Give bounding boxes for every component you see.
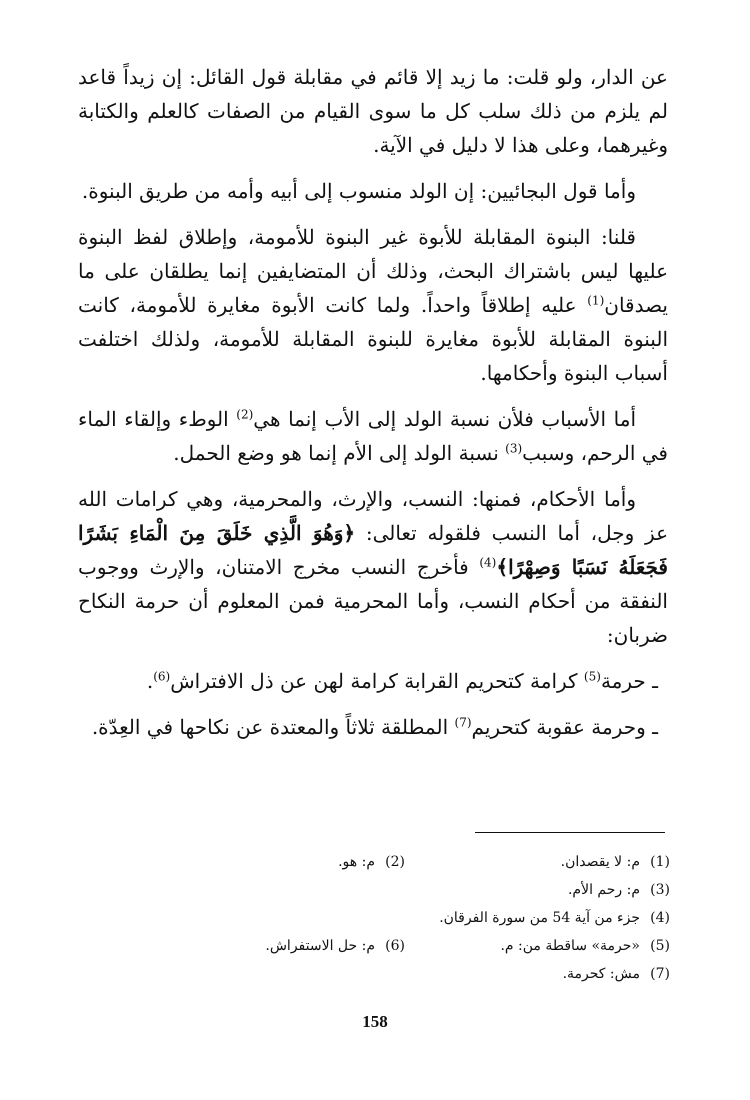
- page-body: [78, 60, 668, 756]
- paragraph-5: وأما الأحكام، فمنها: النسب، والإرث، والمحرمية، وهي كرامات الله عز وجل، أما النسب فلقوله تعالى: ﴿وَهُوَ الَّذِي خَلَقَ مِنَ الْمَاءِ بَشَرًا فَجَعَلَهُ نَسَبًا وَصِهْرًا﴾$^{(4)}$ فأخرج النسب مخرج الامتنان، والإرث ووجوب النفقة من أحكام النسب، وأما المحرمية فمن المعلوم أن حرمة النكاح ضربان:: [78, 487, 668, 647]
- bullet-1: ـ حرمة$^{(5)}$ كرامة كتحريم القرابة كرامة لهن عن ذل الافتراش$^{(6)}$.: [146, 669, 658, 693]
- bullet-2: ـ وحرمة عقوبة كتحريم$^{(7)}$ المطلقة ثلاثاً والمعتدة عن نكاحها في العِدّة.: [91, 715, 658, 739]
- footnote-ref-2[interactable]: (2): [236, 407, 254, 422]
- quran-verse: ﴿وَهُوَ الَّذِي خَلَقَ مِنَ الْمَاءِ بَشَرًا فَجَعَلَهُ نَسَبًا وَصِهْرًا﴾: [78, 521, 668, 579]
- footnote-row: [140, 904, 670, 932]
- footnote-ref-5[interactable]: (5): [583, 669, 601, 684]
- footnote-ref-3[interactable]: (3): [505, 441, 523, 456]
- footnote-5: (5)«حرمة» ساقطة من: م.: [500, 938, 670, 954]
- paragraph-2: وأما قول البجائيين: إن الولد منسوب إلى أبيه وأمه من طريق البنوة.: [81, 179, 636, 203]
- footnote-2: (2)م: هو.: [338, 854, 405, 870]
- footnote-row: [140, 848, 670, 876]
- page-number: 158: [362, 1012, 388, 1031]
- footnote-row: [140, 932, 670, 960]
- footnote-1: (1)م: لا يقصدان.: [560, 854, 670, 870]
- footnote-6: (6)م: حل الاستفراش.: [265, 938, 405, 954]
- footnote-ref-4[interactable]: (4): [479, 555, 497, 570]
- paragraph-1: عن الدار، ولو قلت: ما زيد إلا قائم في مقابلة قول القائل: إن زيداً قاعد لم يلزم من ذلك سلب كل ما سوى القيام من الصفات كالعلم والكتابة وغيرهما، وعلى هذا لا دليل في الآية.: [78, 65, 668, 157]
- footnote-row: [140, 960, 670, 988]
- footnote-4: (4)جزء من آية 54 من سورة الفرقان.: [439, 910, 670, 926]
- footnote-ref-7[interactable]: (7): [454, 715, 472, 730]
- footnote-ref-1[interactable]: (1): [587, 293, 605, 308]
- footnote-7: (7)مش: كحرمة.: [562, 966, 670, 982]
- footnotes: [140, 848, 670, 988]
- footnote-divider: [475, 832, 665, 833]
- paragraph-3: قلنا: البنوة المقابلة للأبوة غير البنوة للأمومة، وإطلاق لفظ البنوة عليها ليس باشتراك البحث، وذلك أن المتضايفين إنما يطلقان على ما يصدقان$^{(1)}$ عليه إطلاقاً واحداً. ولما كانت الأبوة مغايرة للأمومة، كانت البنوة المقابلة للأبوة مغايرة للبنوة المقابلة للأمومة، ولذلك اختلفت أسباب البنوة وأحكامها.: [78, 225, 668, 385]
- footnote-ref-6[interactable]: (6): [153, 669, 171, 684]
- paragraph-4: أما الأسباب فلأن نسبة الولد إلى الأب إنما هي$^{(2)}$ الوطء وإلقاء الماء في الرحم، وسبب$^{(3)}$ نسبة الولد إلى الأم إنما هو وضع الحمل.: [78, 407, 668, 465]
- footnote-row: [140, 876, 670, 904]
- footnote-3: (3)م: رحم الأم.: [567, 882, 670, 898]
